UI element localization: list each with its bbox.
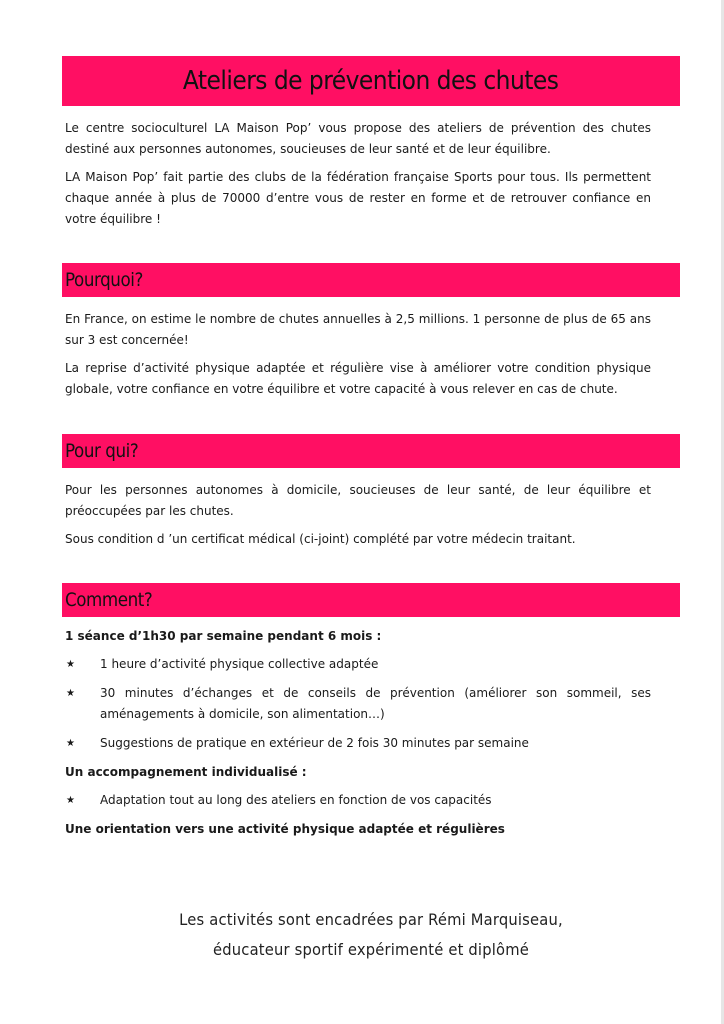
list-item-text: Adaptation tout au long des ateliers en fonction de vos capacités: [100, 793, 492, 807]
seance-list: [65, 654, 651, 754]
list-item-text: Suggestions de pratique en extérieur de 2 fois 30 minutes par semaine: [100, 736, 529, 750]
section-band-comment: [62, 583, 680, 617]
intro-paragraph-2: LA Maison Pop’ fait partie des clubs de la fédération française Sports pour tous. Ils permettent chaque année à plus de 70000 d’entre vous de rester en forme et de retrouver confiance en votre équilibre !: [65, 170, 651, 226]
section-heading-pour-qui: Pour qui?: [65, 440, 139, 462]
orientation-label: Une orientation vers une activité physique adaptée et régulières: [65, 822, 505, 836]
section-heading-pourquoi: Pourquoi?: [65, 269, 143, 291]
accompagnement-label: Un accompagnement individualisé :: [65, 765, 307, 779]
section-band-pour-qui: [62, 434, 680, 468]
list-item-text: 1 heure d’activité physique collective adaptée: [100, 657, 379, 671]
intro-section: [65, 118, 651, 237]
footer-note: [62, 905, 680, 965]
pourquoi-paragraph-1: En France, on estime le nombre de chutes annuelles à 2,5 millions. 1 personne de plus de 65 ans sur 3 est concernée!: [65, 312, 651, 347]
star-bullet-icon: ★: [66, 738, 75, 749]
comment-section: [65, 626, 651, 847]
pour-qui-paragraph-2: Sous condition d ’un certificat médical (ci-joint) complété par votre médecin traitant.: [65, 532, 576, 546]
list-item: [65, 733, 651, 754]
title-band: [62, 56, 680, 106]
star-bullet-icon: ★: [66, 688, 75, 699]
seance-label: 1 séance d’1h30 par semaine pendant 6 mois :: [65, 629, 382, 643]
pourquoi-section: [65, 309, 651, 407]
star-bullet-icon: ★: [66, 795, 75, 806]
footer-line-2: éducateur sportif expérimenté et diplômé: [213, 940, 529, 959]
list-item: [65, 683, 651, 725]
list-item-text: 30 minutes d’échanges et de conseils de prévention (améliorer son sommeil, ses aménagements à domicile, son alimentation…): [100, 686, 651, 721]
star-bullet-icon: ★: [66, 659, 75, 670]
list-item: [65, 790, 651, 811]
pour-qui-section: [65, 480, 651, 557]
footer-line-1: Les activités sont encadrées par Rémi Marquiseau,: [179, 910, 563, 929]
page-title: Ateliers de prévention des chutes: [183, 66, 559, 96]
accompagnement-list: [65, 790, 651, 811]
pour-qui-paragraph-1: Pour les personnes autonomes à domicile, soucieuses de leur santé, de leur équilibre et préoccupées par les chutes.: [65, 483, 651, 518]
list-item: [65, 654, 651, 675]
section-band-pourquoi: [62, 263, 680, 297]
intro-paragraph-1: Le centre socioculturel LA Maison Pop’ vous propose des ateliers de prévention des chutes destiné aux personnes autonomes, soucieuses de leur santé et de leur équilibre.: [65, 121, 651, 156]
section-heading-comment: Comment?: [65, 589, 153, 611]
pourquoi-paragraph-2: La reprise d’activité physique adaptée et régulière vise à améliorer votre condition physique globale, votre confiance en votre équilibre et votre capacité à vous relever en cas de chute.: [65, 361, 651, 396]
